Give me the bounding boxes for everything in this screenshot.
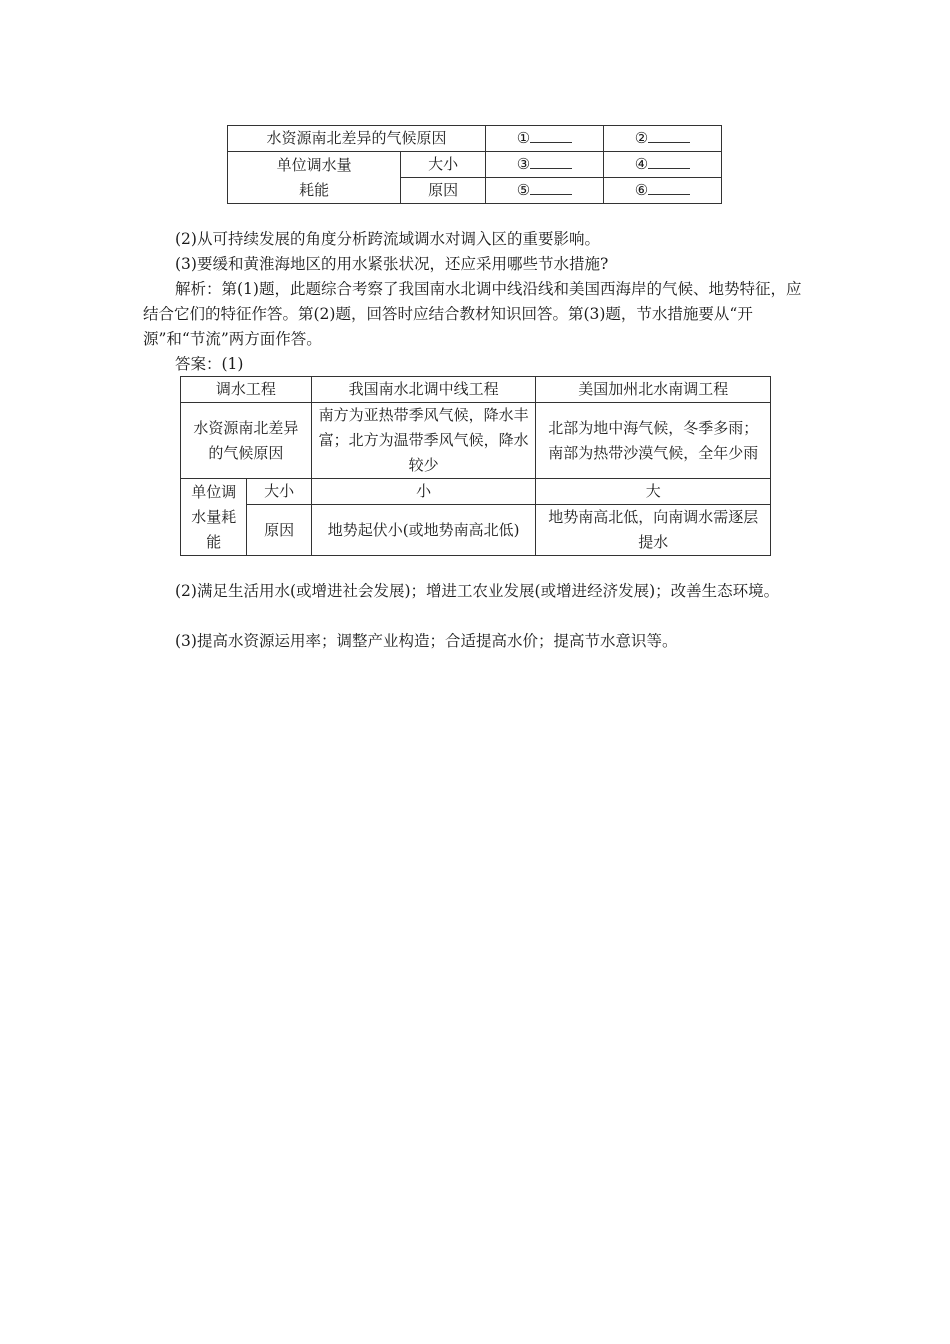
blank-4: ④ — [604, 152, 722, 178]
answer-label: 答案：(1) — [175, 355, 244, 373]
reason-china: 地势起伏小(或地势南高北低) — [311, 505, 536, 556]
blank-3: ③ — [486, 152, 604, 178]
climate-label: 水资源南北差异的气候原因 — [181, 403, 312, 479]
question-3: (3)要缓和黄淮海地区的用水紧张状况，还应采用哪些节水措施? — [175, 255, 609, 273]
size-label-2: 大小 — [247, 479, 311, 505]
header-usa: 美国加州北水南调工程 — [536, 377, 771, 403]
climate-usa: 北部为地中海气候，冬季多雨；南部为热带沙漠气候，全年少雨 — [536, 403, 771, 479]
size-usa: 大 — [536, 479, 771, 505]
climate-reason-label: 水资源南北差异的气候原因 — [228, 126, 486, 152]
header-china: 我国南水北调中线工程 — [311, 377, 536, 403]
answer-3: (3)提高水资源运用率；调整产业构造；合适提高水价；提高节水意识等。 — [175, 632, 678, 650]
energy-label: 单位调水量 耗能 — [228, 152, 401, 204]
blank-2: ② — [604, 126, 722, 152]
question-table — [227, 125, 722, 204]
size-china: 小 — [311, 479, 536, 505]
climate-china: 南方为亚热带季风气候，降水丰富；北方为温带季风气候，降水较少 — [311, 403, 536, 479]
energy-group-label: 单位调水量耗能 — [181, 479, 247, 556]
blank-5: ⑤ — [486, 178, 604, 204]
reason-usa: 地势南高北低，向南调水需逐层提水 — [536, 505, 771, 556]
reason-label-2: 原因 — [247, 505, 311, 556]
header-project: 调水工程 — [181, 377, 312, 403]
blank-6: ⑥ — [604, 178, 722, 204]
size-label: 大小 — [401, 152, 486, 178]
answer-table — [180, 376, 771, 556]
reason-label: 原因 — [401, 178, 486, 204]
blank-1: ① — [486, 126, 604, 152]
answer-2: (2)满足生活用水(或增进社会发展)；增进工农业发展(或增进经济发展)；改善生态环境。 — [175, 582, 780, 600]
analysis-text: 解析：第(1)题，此题综合考察了我国南水北调中线沿线和美国西海岸的气候、地势特征，应结合它们的特征作答。第(2)题，回答时应结合教材知识回答。第(3)题，节水措施要从“开源”和“节流”两方面作答。 — [143, 280, 802, 348]
question-2: (2)从可持续发展的角度分析跨流域调水对调入区的重要影响。 — [175, 230, 600, 248]
